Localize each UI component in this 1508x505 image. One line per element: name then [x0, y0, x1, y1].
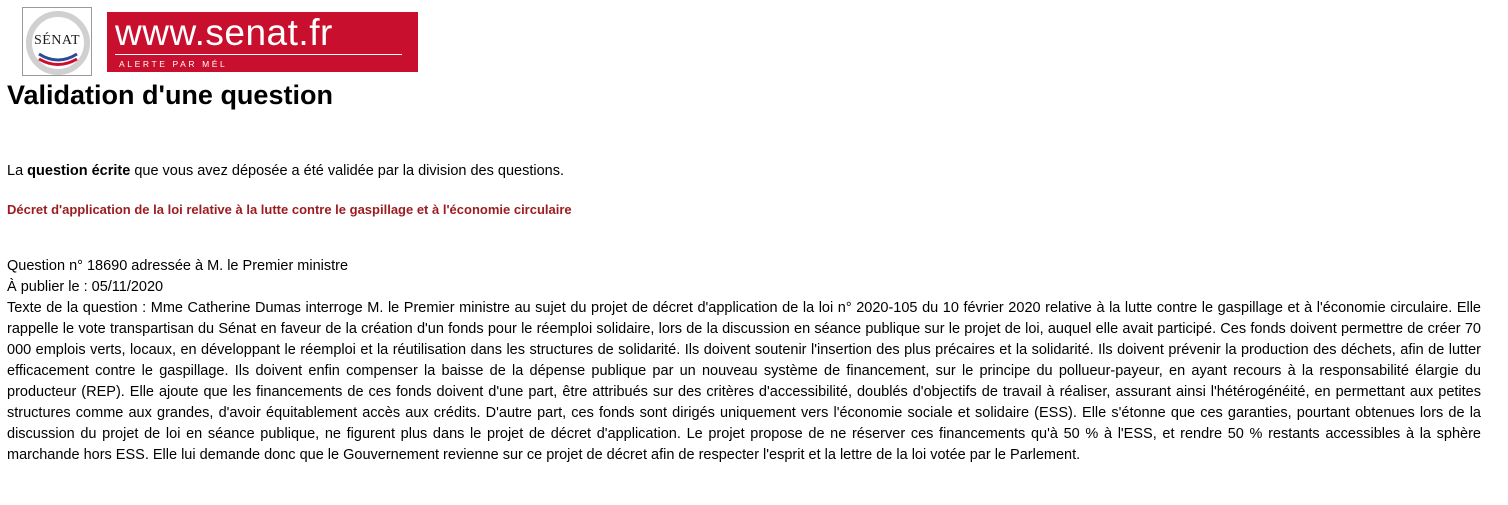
question-text: Texte de la question : Mme Catherine Dumas interroge M. le Premier ministre au sujet du projet de décret d'application de la loi n° 2020-105 du 10 février 2020 relative à la lutte contre le gaspillage et à l'économie circulaire. Elle rappelle le vote transpartisan du Sénat en faveur de la création d'un fonds pour le réemploi solidaire, lors de la discussion en séance publique sur le projet de loi, auquel elle avait participé. Ces fonds doivent permettre de créer 70 000 emplois verts, locaux, en développant le réemploi et la réutilisation dans les structures de solidarité. Ils doivent soutenir l'insertion des plus précaires et la solidarité. Ils doivent prévenir la production des déchets, afin de lutter efficacement contre le gaspillage. Ils doivent enfin compenser la baisse de la dépense publique par un nouveau système de financement, sur le principe du pollueur-payeur, en ayant recours à la responsabilité élargie du producteur (REP). Elle ajoute que les financements de ces fonds doivent d'une part, être attribués sur des critères d'accessibilité, doublés d'objectifs de travail à réaliser, assurant ainsi l'hétérogénéité, en permettant aux petites structures comme aux grandes, d'avoir équitablement accès aux crédits. D'autre part, ces fonds sont dirigés uniquement vers l'économie sociale et solidaire (ESS). Elle s'étonne que ces garanties, pourtant obtenues lors de la discussion du projet de loi en séance publique, ne figurent plus dans le projet de décret d'application. Le projet propose de ne réserver ces financements qu'à 50 % à l'ESS, et rendre 50 % restants accessibles à la sphère marchande hors ESS. Elle lui demande donc que le Gouvernement revienne sur ce projet de décret afin de respecter l'esprit et la lettre de la loi votée par le Parlement. — [7, 300, 1481, 463]
banner-url: www.senat.fr — [115, 12, 333, 53]
banner-subtitle: ALERTE PAR MÉL — [119, 59, 228, 69]
page-title: Validation d'une question — [7, 80, 333, 110]
banner-divider — [115, 54, 402, 55]
publish-date: À publier le : 05/11/2020 — [7, 279, 164, 295]
senat-banner[interactable] — [107, 12, 418, 72]
question-subject: Décret d'application de la loi relative à la lutte contre le gaspillage et à l'économie circulaire — [7, 202, 572, 217]
logo-text: SÉNAT — [33, 33, 81, 48]
intro-prefix: La — [7, 163, 28, 179]
question-number: Question n° 18690 adressée à M. le Premier ministre — [7, 258, 349, 274]
intro-text — [7, 163, 564, 179]
intro-suffix: que vous avez déposée a été validée par la division des questions. — [130, 163, 564, 179]
intro-bold: question écrite — [27, 163, 131, 179]
question-details — [7, 256, 1481, 466]
header — [22, 7, 418, 76]
senat-logo[interactable] — [22, 7, 92, 76]
